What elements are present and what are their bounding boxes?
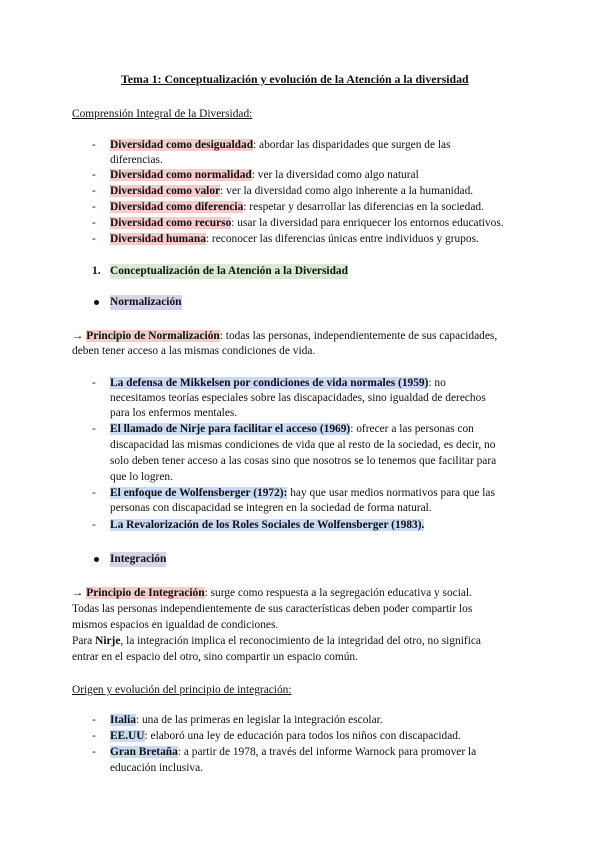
list-item-term: El llamado de Nirje para facilitar el acceso (1969) (110, 423, 351, 435)
comprension-heading: Comprensión Integral de la Diversidad: (72, 108, 253, 120)
list-item-term: El enfoque de Wolfensberger (1972): (110, 487, 288, 499)
paragraph-text: Para (72, 635, 96, 647)
paragraph-text: : todas las personas, independientemente de sus capacidades, (219, 330, 498, 342)
paragraph-line (72, 634, 481, 649)
subsection-heading-integracion: Integración (110, 553, 167, 565)
list-item-continuation: discapacidad las mismas condiciones de vida que al resto de la sociedad, es decir, no (110, 439, 496, 451)
list-item-text: : ofrecer a las personas con (350, 423, 474, 435)
list-item (110, 713, 383, 728)
list-item (110, 216, 504, 231)
paragraph-text: : surge como respuesta a la segregación educativa y social. (204, 587, 472, 599)
list-item-term: Diversidad como desigualdad (110, 139, 254, 151)
arrow-icon: → (72, 330, 84, 342)
list-item-term: La defensa de Mikkelsen por condiciones de vida normales (1959) (110, 377, 429, 389)
list-item-text: : ver la diversidad como algo natural (251, 169, 419, 181)
list-item-continuation: para los enfermos mentales. (110, 407, 238, 419)
section-number: 1. (92, 265, 101, 277)
list-dash: - (92, 423, 96, 435)
list-item-text: : abordar las disparidades que surgen de las (253, 139, 451, 151)
list-item (110, 184, 473, 199)
list-item-text: : a partir de 1978, a través del informe Warnock para promover la (177, 746, 477, 758)
list-item-text: : no (428, 377, 446, 389)
list-item (110, 486, 495, 501)
list-item-text: : reconocer las diferencias únicas entre individuos y grupos. (205, 233, 479, 245)
list-dash: - (92, 519, 96, 531)
section-heading: Conceptualización de la Atención a la Diversidad (110, 265, 348, 277)
list-item (110, 200, 484, 215)
list-item-term: Gran Bretaña (110, 746, 178, 758)
paragraph-line: Todas las personas independientemente de sus características deben poder compartir los (72, 603, 473, 615)
list-dash: - (92, 217, 96, 229)
list-item (110, 138, 451, 153)
list-item-continuation: necesitamos teorías especiales sobre las discapacidades, sino igualdad de derechos (110, 392, 486, 404)
list-item-text: : ver la diversidad como algo inherente a la humanidad. (220, 185, 474, 197)
paragraph-line (72, 329, 497, 344)
list-item (110, 376, 446, 391)
list-item-term: Diversidad como valor (110, 185, 221, 197)
origen-heading: Origen y evolución del principio de integración: (72, 684, 292, 696)
list-item (110, 518, 424, 533)
list-item-continuation: educación inclusiva. (110, 762, 203, 774)
list-item (110, 232, 479, 247)
list-dash: - (92, 714, 96, 726)
list-dash: - (92, 185, 96, 197)
paragraph-line: mismos espacios en igualdad de condiciones. (72, 619, 279, 631)
paragraph-line: entrar en el espacio del otro, sino compartir un espacio común. (72, 651, 358, 663)
arrow-icon: → (72, 587, 84, 599)
list-dash: - (92, 139, 96, 151)
bullet-icon (94, 300, 99, 305)
list-item (110, 422, 474, 437)
paragraph-text: , la integración implica el reconocimiento de la integridad del otro, no significa (120, 635, 481, 647)
subsection-heading-normalizacion: Normalización (110, 296, 182, 308)
list-dash: - (92, 730, 96, 742)
bullet-icon (94, 557, 99, 562)
paragraph-line (72, 586, 472, 601)
list-item-text: hay que usar medios normativos para que las (287, 487, 495, 499)
list-item-text: : una de las primeras en legislar la integración escolar. (135, 714, 383, 726)
list-item-term: EE.UU (110, 730, 145, 742)
list-item (110, 745, 476, 760)
list-item (110, 729, 461, 744)
list-item-continuation: solo deben tener acceso a las cosas sino que nosotros se lo tenemos que facilitar para (110, 455, 497, 467)
list-item (110, 168, 419, 183)
principle-term: Principio de Integración (86, 587, 205, 599)
list-item-continuation: personas con discapacidad se integren en la sociedad de forma natural. (110, 502, 432, 514)
list-dash: - (92, 169, 96, 181)
list-item-term: Italia (110, 714, 136, 726)
principle-term: Principio de Normalización (86, 330, 220, 342)
list-item-term: Diversidad como normalidad (110, 169, 252, 181)
list-item-term: La Revalorización de los Roles Sociales de Wolfensberger (1983). (110, 519, 425, 531)
list-dash: - (92, 746, 96, 758)
list-item-text: : elaboró una ley de educación para todos los niños con discapacidad. (144, 730, 461, 742)
list-item-term: Diversidad como recurso (110, 217, 232, 229)
list-item-continuation: diferencias. (110, 154, 163, 166)
list-item-term: Diversidad humana (110, 233, 206, 245)
list-dash: - (92, 487, 96, 499)
list-item-text: : respetar y desarrollar las diferencias en la sociedad. (243, 201, 484, 213)
list-item-term: Diversidad como diferencia (110, 201, 244, 213)
author-name: Nirje (95, 635, 121, 647)
list-item-text: : usar la diversidad para enriquecer los entornos educativos. (231, 217, 504, 229)
list-dash: - (92, 201, 96, 213)
document-title: Tema 1: Conceptualización y evolución de la Atención a la diversidad (121, 72, 469, 86)
list-item-continuation: que lo logren. (110, 471, 173, 483)
list-dash: - (92, 377, 96, 389)
paragraph-line: deben tener acceso a las mismas condiciones de vida. (72, 345, 316, 357)
list-dash: - (92, 233, 96, 245)
